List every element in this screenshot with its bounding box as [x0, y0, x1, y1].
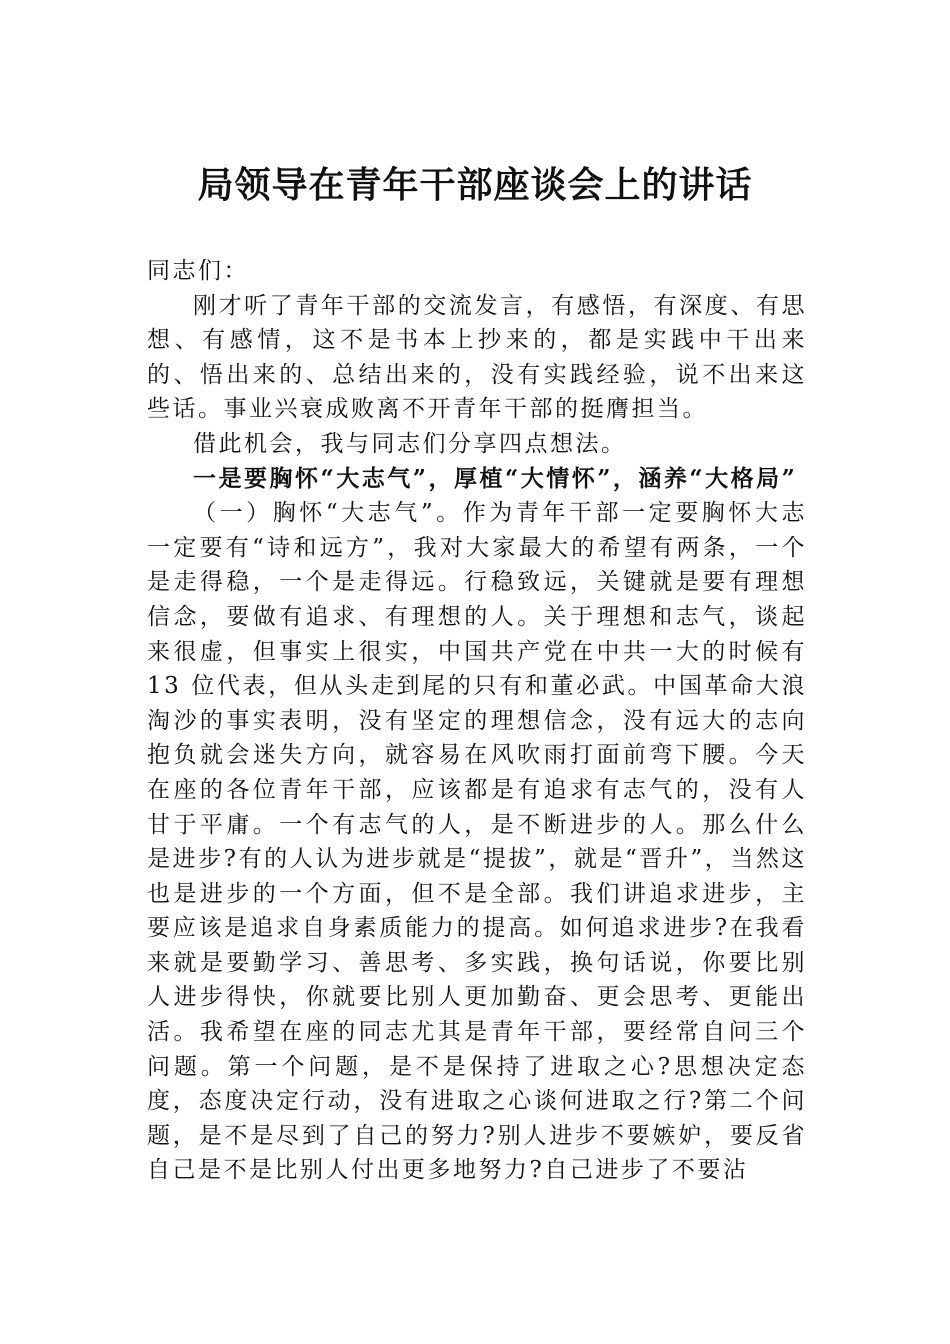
section-paragraph: （一）胸怀“大志气”。作为青年干部一定要胸怀大志一定要有“诗和远方”，我对大家最大的希望有两条，一个是走得稳，一个是走得远。行稳致远，关键就是要有理想信念，要做有追求、有理想的人。关于理想和志气，谈起来很虚，但事实上很实，中国共产党在中共一大的时候有 13 位代表，但从头走到尾的只有和董必武。中国革命大浪淘沙的事实表明，没有坚定的理想信念，没有远大的志向抱负就会迷失方向，就容易在风吹雨打面前弯下腰。今天在座的各位青年干部，应该都是有追求有志气的，没有人甘于平庸。一个有志气的人，是不断进步的人。那么什么是进步?有的人认为进步就是“提拔”，就是“晋升”，当然这也是进步的一个方面，但不是全部。我们讲追求进步，主要应该是追求自身素质能力的提高。如何追求进步?在我看来就是要勤学习、善思考、多实践，换句话说，你要比别人进步得快，你就要比别人更加勤奋、更会思考、更能出活。我希望在座的同志尤其是青年干部，要经常自问三个问题。第一个问题，是不是保持了进取之心?思想决定态度，态度决定行动，没有进取之心谈何进取之行?第二个问题，是不是尽到了自己的努力?别人进步不要嫉妒，要反省自己是不是比别人付出更多地努力?自己进步了不要沾: [147, 500, 807, 1184]
document-body: [147, 254, 807, 1188]
salutation: 同志们：: [147, 258, 249, 284]
paragraph-intro: 刚才听了青年干部的交流发言，有感悟，有深度、有思想、有感情，这不是书本上抄来的，都是实践中干出来的、悟出来的、总结出来的，没有实践经验，说不出来这些话。事业兴衰成败离不开青年干部的挺膺担当。: [147, 292, 807, 423]
paragraph-transition: 借此机会，我与同志们分享四点想法。: [193, 430, 627, 457]
section-heading: 一是要胸怀“大志气”，厚植“大情怀”，涵养“大格局”: [193, 464, 798, 492]
document-title: 局领导在青年干部座谈会上的讲话: [197, 164, 753, 206]
